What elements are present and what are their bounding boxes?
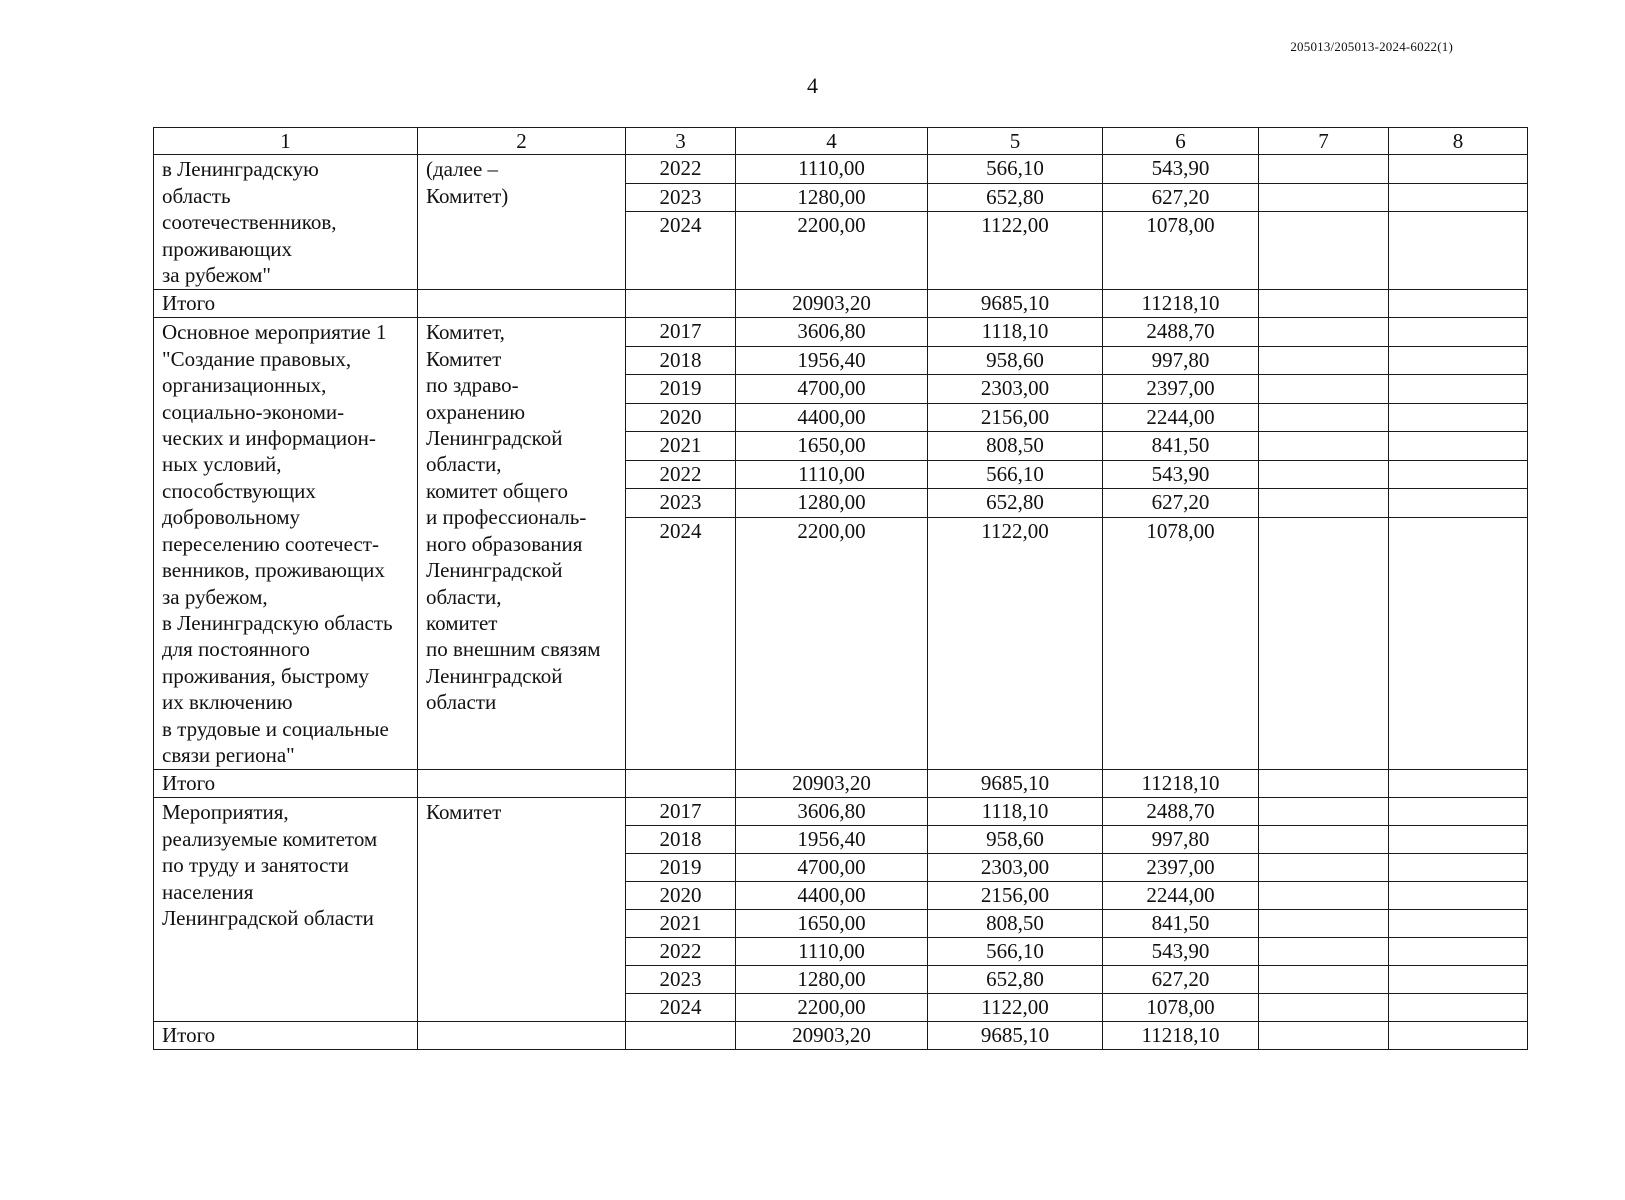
regional-amount-cell: 627,20 xyxy=(1103,966,1259,994)
measure-name-line: за рубежом" xyxy=(162,263,271,288)
executor-line: по внешним связям xyxy=(426,637,601,662)
measure-name-line: за рубежом, xyxy=(162,584,268,609)
regional-amount-cell: 1078,00 xyxy=(1103,994,1259,1022)
federal-amount-cell: 958,60 xyxy=(928,346,1103,374)
executor-line: и профессиональ- xyxy=(426,505,587,530)
federal-amount-cell: 652,80 xyxy=(928,489,1103,517)
measure-name-line: способствующих xyxy=(162,478,316,503)
empty-cell-col8 xyxy=(1389,155,1528,183)
empty-cell-col8 xyxy=(1389,183,1528,211)
total-amount-cell: 4400,00 xyxy=(736,403,928,431)
empty-cell-col8 xyxy=(1389,798,1528,826)
measure-name-line: ческих и информацион- xyxy=(162,426,376,451)
measure-name-line: организационных, xyxy=(162,373,327,398)
federal-amount-cell: 1122,00 xyxy=(928,212,1103,290)
measure-name-line: венников, проживающих xyxy=(162,558,385,583)
empty-cell-col8 xyxy=(1389,432,1528,460)
empty-cell-col8 xyxy=(1389,938,1528,966)
executor-line: Ленинградской xyxy=(426,426,563,451)
regional-amount-cell: 2244,00 xyxy=(1103,403,1259,431)
measure-name-line: "Создание правовых, xyxy=(162,346,352,371)
year-cell: 2023 xyxy=(626,489,736,517)
federal-amount-cell: 566,10 xyxy=(928,938,1103,966)
total-amount-cell: 2200,00 xyxy=(736,994,928,1022)
federal-amount-cell: 808,50 xyxy=(928,910,1103,938)
federal-amount-cell: 652,80 xyxy=(928,966,1103,994)
empty-cell-col7 xyxy=(1259,403,1389,431)
total-amount-cell: 1110,00 xyxy=(736,938,928,966)
header-row xyxy=(154,128,1528,155)
measure-name-line: реализуемые комитетом xyxy=(162,826,378,851)
empty-cell-col8 xyxy=(1389,212,1528,290)
total-amount-cell: 1280,00 xyxy=(736,966,928,994)
regional-amount-cell: 841,50 xyxy=(1103,910,1259,938)
measure-name-line: Мероприятия, xyxy=(162,800,289,825)
empty-cell-col8 xyxy=(1389,770,1528,798)
executor-line: (далее – xyxy=(426,157,499,182)
measure-name-line: по труду и занятости xyxy=(162,853,349,878)
empty-cell-col7 xyxy=(1259,489,1389,517)
executor-cell xyxy=(418,155,626,290)
executor-line: Комитет xyxy=(426,346,502,371)
document-id: 205013/205013-2024-6022(1) xyxy=(1290,39,1453,54)
empty-cell-col8 xyxy=(1389,1022,1528,1050)
year-cell: 2017 xyxy=(626,798,736,826)
measure-name-line: связи региона" xyxy=(162,742,295,767)
federal-amount-cell: 9685,10 xyxy=(928,770,1103,798)
total-label: Итого xyxy=(154,770,418,798)
year-cell: 2019 xyxy=(626,375,736,403)
measure-name-line: для постоянного xyxy=(162,637,310,662)
federal-amount-cell: 566,10 xyxy=(928,460,1103,488)
empty-cell-col7 xyxy=(1259,460,1389,488)
total-amount-cell: 1650,00 xyxy=(736,432,928,460)
measure-name-line: ных условий, xyxy=(162,452,282,477)
federal-amount-cell: 9685,10 xyxy=(928,1022,1103,1050)
executor-line: по здраво- xyxy=(426,373,519,398)
total-amount-cell: 20903,20 xyxy=(736,290,928,318)
total-amount-cell: 4400,00 xyxy=(736,882,928,910)
regional-amount-cell: 997,80 xyxy=(1103,346,1259,374)
executor-cell xyxy=(418,798,626,1022)
total-label: Итого xyxy=(154,290,418,318)
measure-name-line: Ленинградской области xyxy=(162,905,374,930)
header-cell: 2 xyxy=(418,128,626,155)
measure-name-line: добровольному xyxy=(162,505,301,530)
year-cell: 2022 xyxy=(626,938,736,966)
empty-cell-col2 xyxy=(418,1022,626,1050)
executor-line: комитет общего xyxy=(426,478,568,503)
regional-amount-cell: 11218,10 xyxy=(1103,770,1259,798)
regional-amount-cell: 11218,10 xyxy=(1103,290,1259,318)
empty-cell-col3 xyxy=(626,290,736,318)
federal-amount-cell: 958,60 xyxy=(928,826,1103,854)
empty-cell-col8 xyxy=(1389,854,1528,882)
empty-cell-col8 xyxy=(1389,375,1528,403)
regional-amount-cell: 543,90 xyxy=(1103,460,1259,488)
total-amount-cell: 2200,00 xyxy=(736,517,928,770)
total-amount-cell: 20903,20 xyxy=(736,770,928,798)
total-amount-cell: 2200,00 xyxy=(736,212,928,290)
measure-name-line: в Ленинградскую xyxy=(162,157,319,182)
empty-cell-col7 xyxy=(1259,994,1389,1022)
federal-amount-cell: 808,50 xyxy=(928,432,1103,460)
year-cell: 2017 xyxy=(626,318,736,346)
regional-amount-cell: 1078,00 xyxy=(1103,517,1259,770)
total-label: Итого xyxy=(154,1022,418,1050)
federal-amount-cell: 1122,00 xyxy=(928,994,1103,1022)
table-row xyxy=(154,798,1528,826)
empty-cell-col8 xyxy=(1389,346,1528,374)
total-row xyxy=(154,290,1528,318)
total-amount-cell: 3606,80 xyxy=(736,318,928,346)
empty-cell-col7 xyxy=(1259,517,1389,770)
federal-amount-cell: 1122,00 xyxy=(928,517,1103,770)
executor-line: области xyxy=(426,690,497,715)
regional-amount-cell: 841,50 xyxy=(1103,432,1259,460)
empty-cell-col8 xyxy=(1389,489,1528,517)
total-amount-cell: 1650,00 xyxy=(736,910,928,938)
empty-cell-col7 xyxy=(1259,882,1389,910)
measure-name-line: их включению xyxy=(162,690,293,715)
header-cell: 4 xyxy=(736,128,928,155)
empty-cell-col7 xyxy=(1259,966,1389,994)
federal-amount-cell: 2303,00 xyxy=(928,375,1103,403)
empty-cell-col8 xyxy=(1389,966,1528,994)
federal-amount-cell: 9685,10 xyxy=(928,290,1103,318)
empty-cell-col2 xyxy=(418,770,626,798)
federal-amount-cell: 652,80 xyxy=(928,183,1103,211)
year-cell: 2021 xyxy=(626,910,736,938)
federal-amount-cell: 1118,10 xyxy=(928,318,1103,346)
table-body xyxy=(154,128,1528,1050)
regional-amount-cell: 543,90 xyxy=(1103,938,1259,966)
regional-amount-cell: 627,20 xyxy=(1103,183,1259,211)
executor-line: комитет xyxy=(426,610,498,635)
year-cell: 2024 xyxy=(626,994,736,1022)
total-amount-cell: 4700,00 xyxy=(736,854,928,882)
year-cell: 2019 xyxy=(626,854,736,882)
empty-cell-col7 xyxy=(1259,826,1389,854)
total-amount-cell: 3606,80 xyxy=(736,798,928,826)
executor-line: охранению xyxy=(426,399,526,424)
total-amount-cell: 1956,40 xyxy=(736,346,928,374)
empty-cell-col7 xyxy=(1259,183,1389,211)
measure-name-line: соотечественников, xyxy=(162,210,337,235)
executor-line: Комитет) xyxy=(426,183,509,208)
regional-amount-cell: 997,80 xyxy=(1103,826,1259,854)
empty-cell-col7 xyxy=(1259,318,1389,346)
measure-name-line: социально-экономи- xyxy=(162,399,345,424)
empty-cell-col8 xyxy=(1389,318,1528,346)
measure-name-line: область xyxy=(162,183,231,208)
federal-amount-cell: 2156,00 xyxy=(928,882,1103,910)
empty-cell-col8 xyxy=(1389,910,1528,938)
measure-name-line: переселению соотечест- xyxy=(162,531,379,556)
empty-cell-col8 xyxy=(1389,403,1528,431)
year-cell: 2018 xyxy=(626,826,736,854)
executor-line: области, xyxy=(426,584,502,609)
total-amount-cell: 20903,20 xyxy=(736,1022,928,1050)
executor-line: Комитет, xyxy=(426,320,505,345)
executor-cell xyxy=(418,318,626,770)
regional-amount-cell: 11218,10 xyxy=(1103,1022,1259,1050)
measure-name-line: в Ленинградскую область xyxy=(162,610,393,635)
year-cell: 2023 xyxy=(626,966,736,994)
empty-cell-col7 xyxy=(1259,938,1389,966)
header-cell: 1 xyxy=(154,128,418,155)
year-cell: 2023 xyxy=(626,183,736,211)
measure-name-cell xyxy=(154,155,418,290)
empty-cell-col7 xyxy=(1259,432,1389,460)
total-amount-cell: 1280,00 xyxy=(736,183,928,211)
empty-cell-col7 xyxy=(1259,1022,1389,1050)
federal-amount-cell: 566,10 xyxy=(928,155,1103,183)
federal-amount-cell: 2156,00 xyxy=(928,403,1103,431)
empty-cell-col7 xyxy=(1259,155,1389,183)
year-cell: 2018 xyxy=(626,346,736,374)
regional-amount-cell: 2488,70 xyxy=(1103,318,1259,346)
empty-cell-col8 xyxy=(1389,882,1528,910)
empty-cell-col3 xyxy=(626,1022,736,1050)
year-cell: 2022 xyxy=(626,155,736,183)
empty-cell-col8 xyxy=(1389,826,1528,854)
header-cell: 8 xyxy=(1389,128,1528,155)
regional-amount-cell: 2397,00 xyxy=(1103,854,1259,882)
regional-amount-cell: 543,90 xyxy=(1103,155,1259,183)
executor-line: Ленинградской xyxy=(426,558,563,583)
total-amount-cell: 1110,00 xyxy=(736,155,928,183)
executor-line: Ленинградской xyxy=(426,663,563,688)
total-amount-cell: 4700,00 xyxy=(736,375,928,403)
year-cell: 2021 xyxy=(626,432,736,460)
year-cell: 2022 xyxy=(626,460,736,488)
empty-cell-col7 xyxy=(1259,910,1389,938)
empty-cell-col7 xyxy=(1259,798,1389,826)
total-amount-cell: 1956,40 xyxy=(736,826,928,854)
empty-cell-col7 xyxy=(1259,212,1389,290)
federal-amount-cell: 2303,00 xyxy=(928,854,1103,882)
year-cell: 2024 xyxy=(626,517,736,770)
regional-amount-cell: 627,20 xyxy=(1103,489,1259,517)
regional-amount-cell: 2488,70 xyxy=(1103,798,1259,826)
header-cell: 3 xyxy=(626,128,736,155)
total-amount-cell: 1110,00 xyxy=(736,460,928,488)
page-number: 4 xyxy=(807,73,818,98)
total-amount-cell: 1280,00 xyxy=(736,489,928,517)
empty-cell-col7 xyxy=(1259,290,1389,318)
year-cell: 2024 xyxy=(626,212,736,290)
regional-amount-cell: 2244,00 xyxy=(1103,882,1259,910)
empty-cell-col7 xyxy=(1259,854,1389,882)
empty-cell-col3 xyxy=(626,770,736,798)
measure-name-line: проживающих xyxy=(162,236,293,261)
empty-cell-col7 xyxy=(1259,770,1389,798)
header-cell: 6 xyxy=(1103,128,1259,155)
measure-name-cell xyxy=(154,798,418,1022)
year-cell: 2020 xyxy=(626,403,736,431)
federal-amount-cell: 1118,10 xyxy=(928,798,1103,826)
total-row xyxy=(154,1022,1528,1050)
header-cell: 7 xyxy=(1259,128,1389,155)
header-cell: 5 xyxy=(928,128,1103,155)
regional-amount-cell: 2397,00 xyxy=(1103,375,1259,403)
year-cell: 2020 xyxy=(626,882,736,910)
measure-name-line: в трудовые и социальные xyxy=(162,716,389,741)
measure-name-line: проживания, быстрому xyxy=(162,663,369,688)
empty-cell-col7 xyxy=(1259,375,1389,403)
table-row xyxy=(154,155,1528,183)
regional-amount-cell: 1078,00 xyxy=(1103,212,1259,290)
measure-name-cell xyxy=(154,318,418,770)
executor-line: ного образования xyxy=(426,531,583,556)
executor-line: Комитет xyxy=(426,800,502,825)
empty-cell-col8 xyxy=(1389,460,1528,488)
measure-name-line: населения xyxy=(162,879,254,904)
empty-cell-col8 xyxy=(1389,517,1528,770)
funding-table xyxy=(153,127,1528,1050)
empty-cell-col2 xyxy=(418,290,626,318)
empty-cell-col7 xyxy=(1259,346,1389,374)
executor-line: области, xyxy=(426,452,502,477)
empty-cell-col8 xyxy=(1389,290,1528,318)
total-row xyxy=(154,770,1528,798)
table-row xyxy=(154,318,1528,346)
measure-name-line: Основное мероприятие 1 xyxy=(162,320,387,345)
empty-cell-col8 xyxy=(1389,994,1528,1022)
